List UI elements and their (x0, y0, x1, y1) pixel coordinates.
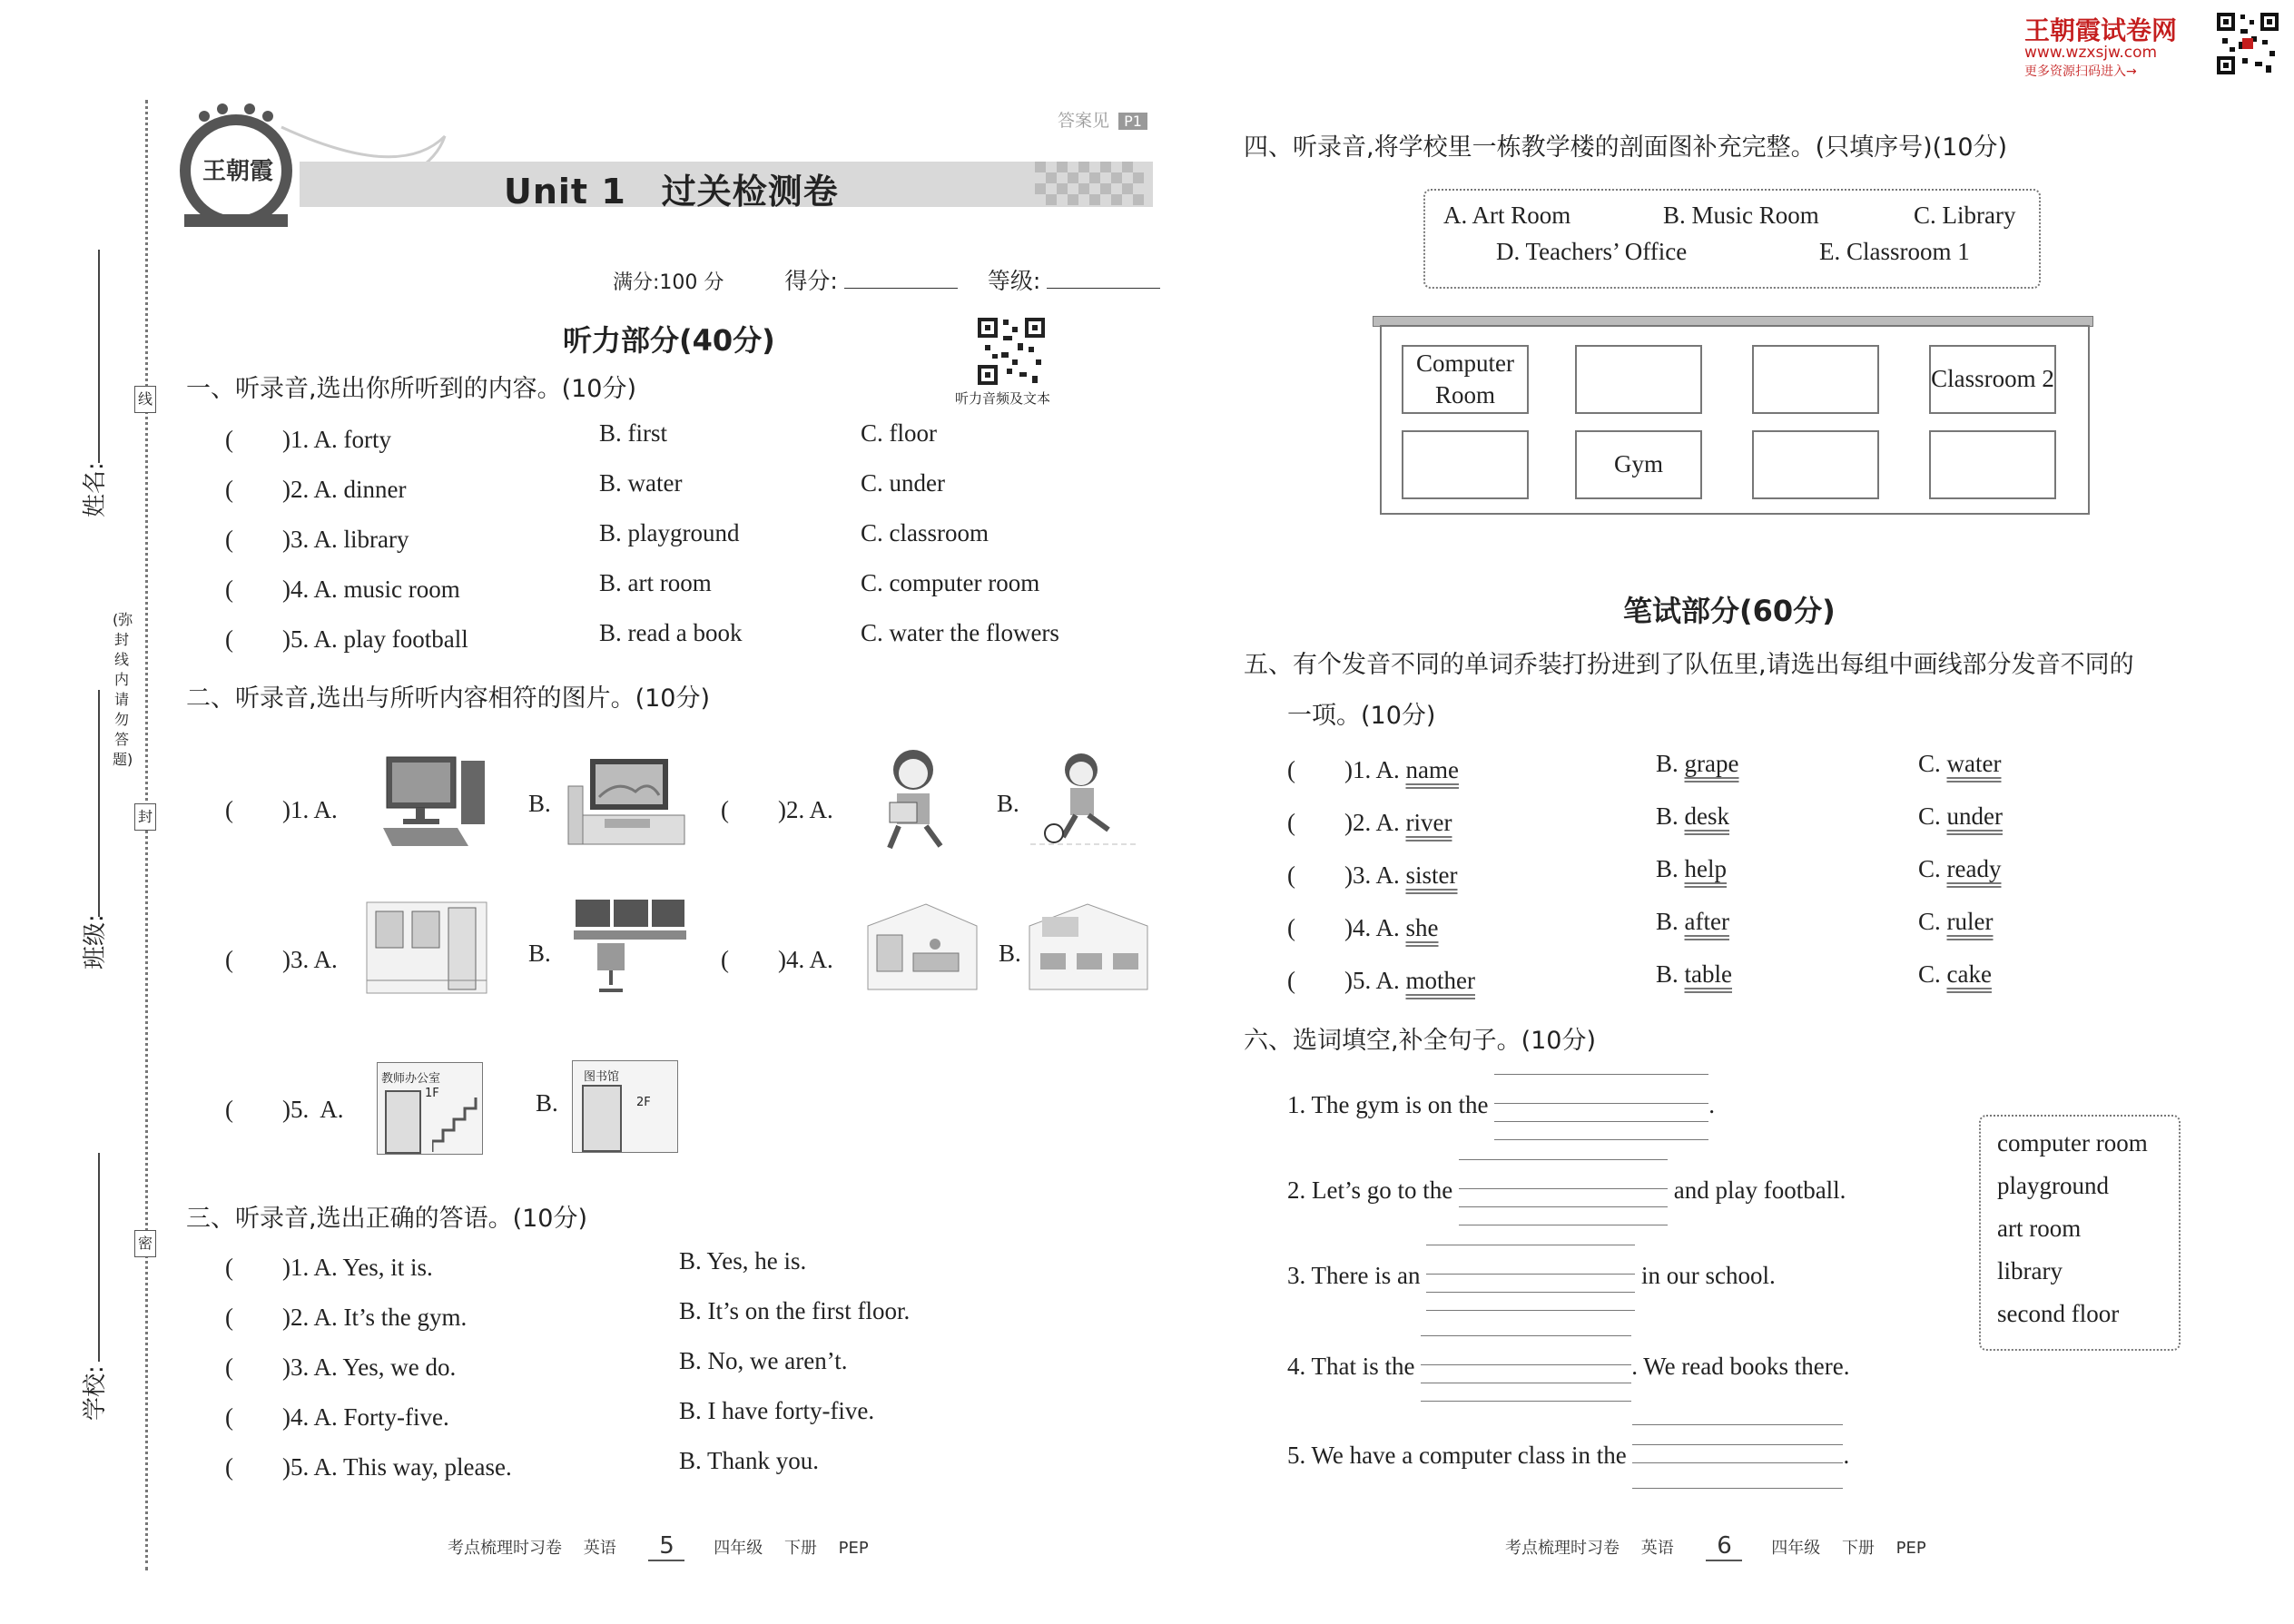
word-bank-3: art room (1997, 1215, 2082, 1242)
boy-reading-picture (862, 744, 962, 853)
score-label: 得分: (784, 268, 838, 294)
s5-q3-c-word: ready (1946, 855, 2002, 882)
option-b: B. Music Room (1663, 202, 1819, 229)
s3-q1-a[interactable]: ( )1. A. Yes, it is. (225, 1254, 433, 1281)
music-room-picture (862, 899, 980, 999)
s1-q5-c: C. water the flowers (861, 619, 1059, 646)
footer-right (1505, 1532, 1926, 1561)
score-row (613, 263, 1160, 296)
s6-s4-blank[interactable] (1421, 1355, 1631, 1383)
s6-s2-pre: 2. Let’s go to the (1287, 1176, 1453, 1204)
brand-name: 王朝霞试卷网 (2024, 15, 2178, 45)
tv-picture (563, 752, 690, 851)
computer-room-picture (570, 894, 688, 999)
s3-q4-a[interactable]: ( )4. A. Forty-five. (225, 1403, 449, 1431)
answer-ref (1058, 107, 1147, 132)
room-top-3[interactable] (1752, 345, 1879, 414)
s5-q3-b: B. help (1656, 855, 1728, 882)
written-title: 笔试部分(60分) (1623, 594, 1836, 628)
s5-q2-prefix: ( )2. A. (1287, 809, 1406, 836)
s1-q2-b: B. water (599, 469, 683, 497)
word-bank-2: playground (1997, 1172, 2109, 1199)
s1-q2-a[interactable]: ( )2. A. dinner (225, 476, 407, 503)
seal-char-1: 线 (134, 386, 156, 413)
s1-q2-c: C. under (861, 469, 945, 497)
s1-q4-b: B. art room (599, 569, 712, 596)
s1-q5-b: B. read a book (599, 619, 743, 646)
classroom-picture (1024, 899, 1153, 999)
s5-q4-b-word: after (1684, 908, 1729, 935)
s5-q5-b-word: table (1684, 960, 1732, 988)
s4-options-box (1423, 189, 2041, 289)
room-bottom-2: Gym (1575, 430, 1702, 499)
s5-q3-b-word: help (1684, 855, 1728, 882)
s2-q1-label[interactable]: ( )1. A. (225, 796, 338, 823)
s1-q4-c: C. computer room (861, 569, 1040, 596)
section-6-title: 六、选词填空,补全句子。(10分) (1244, 1027, 1597, 1055)
s5-q2-b-word: desk (1684, 802, 1730, 830)
grade-label: 等级: (987, 268, 1041, 294)
s1-q1-b: B. first (599, 419, 668, 447)
answer-ref-page: P1 (1118, 113, 1147, 130)
s5-q2-c: C. under (1918, 802, 2003, 830)
s5-q1-num[interactable] (1287, 750, 1459, 785)
s5-q1-b-word: grape (1684, 750, 1739, 777)
s1-q1-a[interactable]: ( )1. A. forty (225, 426, 391, 453)
word-bank-1: computer room (1997, 1129, 2148, 1156)
s6-s3-pre: 3. There is an (1287, 1262, 1421, 1289)
page-title: Unit 1 过关检测卷 (504, 172, 839, 212)
s2-q5-label[interactable]: ( )5. A. (225, 1096, 344, 1123)
s2-q3-label[interactable]: ( )3. A. (225, 946, 338, 973)
option-e: E. Classroom 1 (1819, 238, 1970, 265)
s6-sentence-1 (1287, 1091, 1715, 1121)
s5-q1-prefix: ( )1. A. (1287, 756, 1406, 783)
s3-q2-b: B. It’s on the first floor. (679, 1297, 911, 1324)
room-top-1: Computer Room (1402, 345, 1529, 414)
s5-q1-c-word: water (1946, 750, 2002, 777)
library-door (582, 1085, 622, 1152)
option-a: A. Art Room (1443, 202, 1571, 229)
brand-qr-icon[interactable] (2215, 11, 2280, 76)
s5-q3-a: sister (1405, 861, 1458, 889)
office-floor: 1F (425, 1087, 439, 1100)
class-label: 班级: (82, 914, 109, 969)
s1-q3-b: B. playground (599, 519, 740, 546)
brand-tagline: 更多资源扫码进入→ (2024, 64, 2137, 79)
s6-sentence-2 (1287, 1176, 1846, 1206)
seal-char-2: 封 (134, 803, 156, 831)
s1-q3-a[interactable]: ( )3. A. library (225, 526, 409, 553)
room-top-4: Classroom 2 (1929, 345, 2056, 414)
s1-q3-c: C. classroom (861, 519, 989, 546)
s6-s1-post: . (1708, 1091, 1715, 1118)
s5-q2-c-word: under (1946, 802, 2003, 830)
footer-term-right: 下册 (1841, 1539, 1875, 1558)
computer-picture (374, 752, 492, 851)
full-score: 满分:100 分 (613, 271, 724, 294)
footer-edition: PEP (838, 1539, 869, 1558)
s5-q4-a: she (1405, 914, 1439, 941)
section-4-title: 四、听录音,将学校里一栋教学楼的剖面图补充完整。(只填序号)(10分) (1244, 133, 2008, 162)
s3-q5-a[interactable]: ( )5. A. This way, please. (225, 1453, 512, 1481)
office-picture (377, 1062, 483, 1155)
section-3-title: 三、听录音,选出正确的答语。(10分) (186, 1205, 588, 1233)
school-label: 学校: (82, 1365, 109, 1421)
footer-subject-right: 英语 (1640, 1539, 1674, 1558)
section-5-title-line2: 一项。(10分) (1287, 702, 1436, 730)
s6-s5-pre: 5. We have a computer class in the (1287, 1442, 1627, 1469)
s6-s3-post: in our school. (1640, 1262, 1776, 1289)
name-label: 姓名: (82, 462, 109, 517)
s6-s4-post: . We read books there. (1631, 1353, 1850, 1380)
s2-q2-label[interactable]: ( )2. A. (721, 796, 833, 823)
s6-s5-post: . (1843, 1442, 1850, 1469)
listening-qr-icon[interactable] (976, 316, 1047, 387)
name-line[interactable] (98, 250, 100, 463)
s5-q4-c-word: ruler (1946, 908, 1994, 935)
binding-dotted-line (145, 100, 148, 1570)
office-door (385, 1090, 421, 1154)
seal-char-3: 密 (134, 1230, 156, 1257)
answer-ref-label: 答案见 (1058, 111, 1110, 131)
s2-q4-label[interactable]: ( )4. A. (721, 946, 833, 973)
footer-edition-right: PEP (1895, 1539, 1926, 1558)
s2-q5-b[interactable]: B. (536, 1089, 558, 1117)
room-bottom-3[interactable] (1752, 430, 1879, 499)
school-line[interactable] (98, 1153, 100, 1362)
class-line[interactable] (98, 690, 100, 917)
room-bottom-1[interactable] (1402, 430, 1529, 499)
s6-sentence-4 (1287, 1353, 1849, 1383)
footer-grade-right: 四年级 (1771, 1539, 1821, 1558)
library-picture (572, 1060, 678, 1153)
s5-q2-num[interactable] (1287, 802, 1452, 838)
s6-sentence-3 (1287, 1262, 1776, 1292)
footer-term: 下册 (783, 1539, 817, 1558)
brand-url[interactable]: www.wzxsjw.com (2024, 44, 2158, 62)
s6-s2-blank[interactable] (1459, 1179, 1668, 1206)
s5-q4-prefix: ( )4. A. (1287, 914, 1406, 941)
s5-q3-num[interactable] (1287, 855, 1458, 891)
s6-s1-blank[interactable] (1494, 1094, 1708, 1121)
s5-q2-a: river (1405, 809, 1452, 836)
listening-title: 听力部分(40分) (563, 323, 775, 358)
grade-field[interactable] (1047, 270, 1160, 289)
brand-block (2024, 11, 2206, 80)
seal-note: (弥封线内请勿答题) (113, 611, 133, 768)
library-sign: 图书馆 (584, 1070, 620, 1084)
footer-left (448, 1532, 869, 1561)
word-bank (1979, 1115, 2181, 1351)
option-c: C. Library (1914, 202, 2016, 229)
footer-series-right: 考点梳理时习卷 (1505, 1539, 1620, 1558)
footer-subject: 英语 (583, 1539, 616, 1558)
s6-s3-blank[interactable] (1426, 1265, 1635, 1292)
s3-q2-a[interactable]: ( )2. A. It’s the gym. (225, 1304, 468, 1331)
section-5-title-line1: 五、有个发音不同的单词乔装打扮进到了队伍里,请选出每组中画线部分发音不同的 (1244, 651, 2134, 679)
s6-s2-post: and play football. (1673, 1176, 1846, 1204)
s2-q2-b[interactable]: B. (997, 790, 1019, 817)
art-room-picture (363, 899, 490, 999)
s5-q5-b: B. table (1656, 960, 1732, 988)
s6-s1-pre: 1. The gym is on the (1287, 1091, 1489, 1118)
s5-q1-c: C. water (1918, 750, 2002, 777)
s1-q1-c: C. floor (861, 419, 937, 447)
boy-football-picture (1021, 746, 1148, 851)
office-sign: 教师办公室 (381, 1072, 441, 1086)
s5-q2-b: B. desk (1656, 802, 1730, 830)
s5-q1-b: B. grape (1656, 750, 1739, 777)
s3-q3-a[interactable]: ( )3. A. Yes, we do. (225, 1353, 457, 1381)
s5-q3-c: C. ready (1918, 855, 2002, 882)
s3-q1-b: B. Yes, he is. (679, 1247, 807, 1275)
s2-q1-b[interactable]: B. (528, 790, 551, 817)
s3-q4-b: B. I have forty-five. (679, 1397, 875, 1424)
s5-q1-a: name (1405, 756, 1459, 783)
s1-q5-a[interactable]: ( )5. A. play football (225, 625, 468, 653)
s5-q5-a: mother (1405, 967, 1475, 994)
s2-q3-b[interactable]: B. (528, 940, 551, 967)
library-floor: 2F (636, 1096, 651, 1109)
s3-q5-b: B. Thank you. (679, 1447, 819, 1474)
s2-q4-b[interactable]: B. (999, 940, 1021, 967)
s6-s5-blank[interactable] (1632, 1444, 1843, 1471)
room-top-2[interactable] (1575, 345, 1702, 414)
s5-q4-b: B. after (1656, 908, 1729, 935)
s5-q5-num[interactable] (1287, 960, 1475, 996)
footer-page: 5 (648, 1532, 684, 1561)
s3-q3-b: B. No, we aren’t. (679, 1347, 848, 1374)
footer-page-right: 6 (1706, 1532, 1742, 1561)
s5-q5-c-word: cake (1946, 960, 1992, 988)
qr-caption: 听力音频及文本 (955, 390, 1051, 407)
score-field[interactable] (844, 270, 958, 289)
option-d: D. Teachers’ Office (1496, 238, 1688, 265)
logo-text: 王朝霞 (202, 158, 273, 185)
s6-s4-pre: 4. That is the (1287, 1353, 1415, 1380)
word-bank-4: library (1997, 1257, 2063, 1284)
s5-q4-c: C. ruler (1918, 908, 1994, 935)
word-bank-5: second floor (1997, 1300, 2120, 1327)
s1-q4-a[interactable]: ( )4. A. music room (225, 576, 460, 603)
section-2-title: 二、听录音,选出与所听内容相符的图片。(10分) (186, 684, 711, 713)
s5-q5-c: C. cake (1918, 960, 1992, 988)
s6-sentence-5 (1287, 1442, 1849, 1471)
section-1-title: 一、听录音,选出你所听到的内容。(10分) (186, 375, 637, 403)
stairs-icon (432, 1088, 479, 1152)
s5-q4-num[interactable] (1287, 908, 1439, 943)
s5-q5-prefix: ( )5. A. (1287, 967, 1406, 994)
footer-series: 考点梳理时习卷 (448, 1539, 562, 1558)
s5-q3-prefix: ( )3. A. (1287, 861, 1406, 889)
footer-grade: 四年级 (714, 1539, 763, 1558)
room-bottom-4[interactable] (1929, 430, 2056, 499)
